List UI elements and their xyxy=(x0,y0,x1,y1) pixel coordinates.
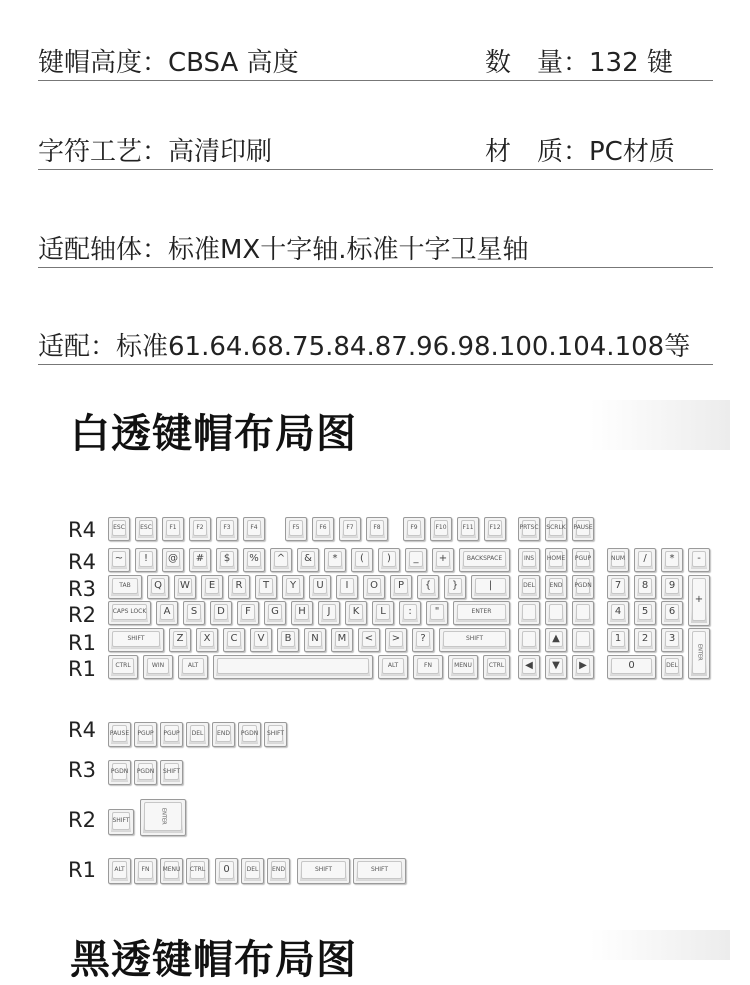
keycap-label: F4 xyxy=(247,520,261,536)
keycap xyxy=(471,575,510,599)
keycap-label: ALT xyxy=(382,658,404,674)
keycap-label: F xyxy=(241,604,255,620)
keycap-label: SHIFT xyxy=(268,725,283,742)
keycap-label: K xyxy=(349,604,363,620)
keycap-label: 4 xyxy=(611,604,625,620)
keycap-label: ) xyxy=(382,551,396,567)
row-label: R4 xyxy=(68,718,96,742)
keycap-label: END xyxy=(216,725,231,742)
keycap xyxy=(336,575,358,599)
keycap-label: F10 xyxy=(434,520,448,536)
row-label: R2 xyxy=(68,603,96,627)
keycap xyxy=(309,575,331,599)
keycap xyxy=(572,628,594,652)
keycap-label: + xyxy=(692,578,706,621)
keycap xyxy=(270,548,292,572)
keycap-label: T xyxy=(259,578,273,594)
keycap xyxy=(345,601,367,625)
keycap-label: R xyxy=(232,578,246,594)
keycap xyxy=(264,601,286,625)
keycap-label: : xyxy=(403,604,417,620)
spec-row-height xyxy=(38,40,713,81)
keycap-label: DEL xyxy=(190,725,205,742)
keycap xyxy=(372,601,394,625)
keycap xyxy=(143,655,173,679)
keycap-label xyxy=(576,631,590,647)
keycap-label: DEL xyxy=(522,578,536,594)
spec-switch-compat: 适配轴体：标准MX十字轴.标准十字卫星轴 xyxy=(38,235,529,265)
row-label: R3 xyxy=(68,758,96,782)
keycap xyxy=(291,601,313,625)
keycap xyxy=(147,575,169,599)
keycap-label: & xyxy=(301,551,315,567)
keycap xyxy=(607,628,629,652)
keycap-label: F9 xyxy=(407,520,421,536)
keycap-label: 7 xyxy=(611,578,625,594)
keycap-label: PGDN xyxy=(576,578,590,594)
keycap xyxy=(607,575,629,599)
keycap xyxy=(688,575,710,626)
keycap xyxy=(108,628,164,652)
keycap-label: 3 xyxy=(665,631,679,647)
keycap-label: | xyxy=(475,578,506,594)
keycap-label: 9 xyxy=(665,578,679,594)
keycap-label: SHIFT xyxy=(443,631,506,647)
keycap xyxy=(162,548,184,572)
spec-material: 材 质：PC材质 xyxy=(485,137,675,167)
keycap xyxy=(250,628,272,652)
keycap-label xyxy=(522,604,536,620)
keycap-label: A xyxy=(160,604,174,620)
keycap xyxy=(318,601,340,625)
keycap-label: V xyxy=(254,631,268,647)
keycap xyxy=(378,655,408,679)
keycap xyxy=(264,722,287,747)
keycap-label: F7 xyxy=(343,520,357,536)
keycap xyxy=(108,858,131,884)
keycap xyxy=(688,628,710,679)
keycap xyxy=(518,601,540,625)
keycap xyxy=(108,809,134,835)
keycap xyxy=(634,575,656,599)
row-label: R2 xyxy=(68,808,96,832)
keycap-label: ◀ xyxy=(522,658,536,674)
keycap-label: ALT xyxy=(112,861,127,879)
keycap xyxy=(169,628,191,652)
keycap-label: F6 xyxy=(316,520,330,536)
keycap xyxy=(661,655,683,679)
keycap-label: F11 xyxy=(461,520,475,536)
keycap-label: F1 xyxy=(166,520,180,536)
keycap xyxy=(363,575,385,599)
keycap-label: + xyxy=(436,551,450,567)
keycap xyxy=(430,517,452,541)
title-shadow-decoration xyxy=(590,400,730,450)
keycap-label: S xyxy=(187,604,201,620)
keycap-label: % xyxy=(247,551,261,567)
keycap-label: PAUSE xyxy=(112,725,127,742)
keycap-label: I xyxy=(340,578,354,594)
keycap-label: MENU xyxy=(452,658,474,674)
keycap xyxy=(661,601,683,625)
keycap-label: G xyxy=(268,604,282,620)
keycap xyxy=(223,628,245,652)
keycap-label: PGUP xyxy=(576,551,590,567)
keycap xyxy=(189,548,211,572)
keycap-label: M xyxy=(335,631,349,647)
keycap-label: # xyxy=(193,551,207,567)
keycap-label: PGDN xyxy=(138,763,153,780)
keycap-label: ! xyxy=(139,551,153,567)
keycap xyxy=(607,548,629,572)
keycap xyxy=(484,517,506,541)
keycap-label: HOME xyxy=(549,551,563,567)
keycap-label: ENTER xyxy=(692,631,706,674)
keycap-label: 0 xyxy=(611,658,652,674)
keycap xyxy=(160,858,183,884)
keycap-label: B xyxy=(281,631,295,647)
keycap xyxy=(196,628,218,652)
keycap-label: ~ xyxy=(112,551,126,567)
keycap xyxy=(297,548,319,572)
keycap-label: _ xyxy=(409,551,423,567)
keycap-label: Z xyxy=(173,631,187,647)
keycap-label: { xyxy=(421,578,435,594)
keycap-label xyxy=(576,604,590,620)
keycap-label: ESC xyxy=(139,520,153,536)
keycap-label: SHIFT xyxy=(301,861,346,879)
keycap-label: FN xyxy=(417,658,439,674)
keycap-label: WIN xyxy=(147,658,169,674)
keycap xyxy=(358,628,380,652)
keycap xyxy=(459,548,510,572)
row-label: R3 xyxy=(68,577,96,601)
keycap-label: F2 xyxy=(193,520,207,536)
keycap-label: 6 xyxy=(665,604,679,620)
keycap xyxy=(212,722,235,747)
keycap-label: 8 xyxy=(638,578,652,594)
black-layout-title: 黑透键帽布局图 xyxy=(70,937,357,983)
keycap-label: W xyxy=(178,578,192,594)
keycap xyxy=(189,517,211,541)
keycap xyxy=(255,575,277,599)
keycap xyxy=(304,628,326,652)
keycap-label: * xyxy=(328,551,342,567)
keycap xyxy=(216,548,238,572)
keycap-label: ENTER xyxy=(457,604,506,620)
keycap-label: / xyxy=(638,551,652,567)
keycap xyxy=(572,548,594,572)
keycap xyxy=(162,517,184,541)
keycap xyxy=(634,548,656,572)
keycap-label: SHIFT xyxy=(164,763,179,780)
keycap xyxy=(277,628,299,652)
keycap xyxy=(413,655,443,679)
keycap xyxy=(243,517,265,541)
keycap xyxy=(178,655,208,679)
keycap xyxy=(378,548,400,572)
keycap-label: Q xyxy=(151,578,165,594)
keycap xyxy=(108,575,142,599)
keycap xyxy=(237,601,259,625)
keycap xyxy=(385,628,407,652)
keycap-label: SCRLK xyxy=(549,520,563,536)
keycap-label: ^ xyxy=(274,551,288,567)
keycap-label: ESC xyxy=(112,520,126,536)
keycap xyxy=(518,655,540,679)
keycap xyxy=(448,655,478,679)
keycap-label: CTRL xyxy=(487,658,506,674)
keycap xyxy=(215,858,238,884)
keycap-label: PGUP xyxy=(138,725,153,742)
keycap xyxy=(108,722,131,747)
keycap xyxy=(661,548,683,572)
keycap xyxy=(282,575,304,599)
keycap xyxy=(518,628,540,652)
keycap xyxy=(331,628,353,652)
keycap xyxy=(213,655,373,679)
keycap-label: Y xyxy=(286,578,300,594)
keycap xyxy=(453,601,510,625)
keycap xyxy=(444,575,466,599)
keycap xyxy=(183,601,205,625)
keycap xyxy=(412,628,434,652)
keycap xyxy=(108,760,131,785)
keycap-label: ? xyxy=(416,631,430,647)
keycap xyxy=(285,517,307,541)
spec-row-layout xyxy=(38,324,713,365)
keycap xyxy=(134,760,157,785)
keycap-label: $ xyxy=(220,551,234,567)
keycap xyxy=(661,575,683,599)
keycap xyxy=(607,655,656,679)
keycap xyxy=(228,575,250,599)
keycap xyxy=(572,601,594,625)
keycap xyxy=(108,548,130,572)
keycap xyxy=(545,517,567,541)
keycap-label: L xyxy=(376,604,390,620)
keycap xyxy=(545,548,567,572)
keycap-label: ▶ xyxy=(576,658,590,674)
keycap xyxy=(661,628,683,652)
keycap-label: F5 xyxy=(289,520,303,536)
keycap xyxy=(186,722,209,747)
keycap-label: PGDN xyxy=(112,763,127,780)
keycap xyxy=(339,517,361,541)
keycap xyxy=(238,722,261,747)
row-label: R1 xyxy=(68,657,96,681)
keycap xyxy=(545,575,567,599)
keycap-label xyxy=(217,658,369,674)
keycap xyxy=(426,601,448,625)
keycap xyxy=(439,628,510,652)
keycap xyxy=(607,601,629,625)
keycap xyxy=(186,858,209,884)
keycap-label: P xyxy=(394,578,408,594)
keycap-label: DEL xyxy=(245,861,260,879)
keycap xyxy=(366,517,388,541)
keycap xyxy=(634,628,656,652)
keycap xyxy=(572,655,594,679)
keycap xyxy=(108,655,138,679)
keycap-label: * xyxy=(665,551,679,567)
keycap-label: ( xyxy=(355,551,369,567)
keycap-label: C xyxy=(227,631,241,647)
keycap xyxy=(134,722,157,747)
keycap-label: SHIFT xyxy=(112,812,130,830)
keycap xyxy=(108,601,151,625)
keycap xyxy=(353,858,406,884)
keycap xyxy=(297,858,350,884)
spec-printing: 字符工艺：高清印刷 xyxy=(38,137,273,167)
keycap xyxy=(518,575,540,599)
spec-layout-compat: 适配：标准61.64.68.75.84.87.96.98.100.104.108等 xyxy=(38,332,691,362)
keycap xyxy=(417,575,439,599)
keycap xyxy=(135,548,157,572)
keycap-label: ALT xyxy=(182,658,204,674)
keycap-label: TAB xyxy=(112,578,138,594)
keycap xyxy=(135,517,157,541)
keycap xyxy=(457,517,479,541)
keycap xyxy=(518,517,540,541)
keycap-label: FN xyxy=(138,861,153,879)
keycap-label: END xyxy=(549,578,563,594)
keycap-label: CTRL xyxy=(112,658,134,674)
spec-keycap-height: 键帽高度：CBSA 高度 xyxy=(38,48,299,78)
keycap xyxy=(390,575,412,599)
row-label: R1 xyxy=(68,858,96,882)
keycap-label: CTRL xyxy=(190,861,205,879)
keycap-label: F3 xyxy=(220,520,234,536)
spec-row-switch xyxy=(38,227,713,268)
row-label: R4 xyxy=(68,518,96,542)
keycap xyxy=(216,517,238,541)
keycap xyxy=(403,517,425,541)
keycap xyxy=(518,548,540,572)
keycap xyxy=(140,799,186,836)
keycap-label xyxy=(522,631,536,647)
keycap xyxy=(210,601,232,625)
keycap xyxy=(572,517,594,541)
keycap-label: PAUSE xyxy=(576,520,590,536)
spec-quantity: 数 量：132 键 xyxy=(485,48,673,78)
keycap xyxy=(324,548,346,572)
keycap xyxy=(545,655,567,679)
keycap-label: PGDN xyxy=(242,725,257,742)
keycap-label: D xyxy=(214,604,228,620)
keycap-label: H xyxy=(295,604,309,620)
keycap xyxy=(108,517,130,541)
keycap xyxy=(399,601,421,625)
keycap-label: 0 xyxy=(219,861,234,879)
keycap-label xyxy=(549,604,563,620)
keycap-label: PGUP xyxy=(164,725,179,742)
keycap-label: SHIFT xyxy=(357,861,402,879)
keycap-label: PRTSC xyxy=(522,520,536,536)
keycap-label: X xyxy=(200,631,214,647)
keycap-label: DEL xyxy=(665,658,679,674)
keycap-label: CAPS LOCK xyxy=(112,604,147,620)
keycap-label: NUM xyxy=(611,551,625,567)
keycap xyxy=(134,858,157,884)
keycap xyxy=(267,858,290,884)
keycap-label: E xyxy=(205,578,219,594)
keycap xyxy=(572,575,594,599)
keycap xyxy=(241,858,264,884)
keycap xyxy=(312,517,334,541)
keycap xyxy=(160,722,183,747)
keycap xyxy=(201,575,223,599)
keycap-label: F12 xyxy=(488,520,502,536)
keycap xyxy=(545,601,567,625)
white-layout-title: 白透键帽布局图 xyxy=(70,411,357,457)
keycap-label: INS xyxy=(522,551,536,567)
keycap-label: O xyxy=(367,578,381,594)
keycap xyxy=(634,601,656,625)
keycap xyxy=(243,548,265,572)
keycap xyxy=(483,655,510,679)
row-label: R4 xyxy=(68,550,96,574)
keycap-label: ▼ xyxy=(549,658,563,674)
keycap xyxy=(351,548,373,572)
keycap xyxy=(405,548,427,572)
keycap-label: N xyxy=(308,631,322,647)
keycap-label: @ xyxy=(166,551,180,567)
keycap xyxy=(688,548,710,572)
title-shadow-decoration xyxy=(590,930,730,960)
keycap-label: ENTER xyxy=(144,802,182,831)
keycap-label: 5 xyxy=(638,604,652,620)
keycap-label: 2 xyxy=(638,631,652,647)
keycap-label: } xyxy=(448,578,462,594)
keycap-label: SHIFT xyxy=(112,631,160,647)
keycap-label: J xyxy=(322,604,336,620)
spec-row-printing xyxy=(38,129,713,170)
keycap xyxy=(160,760,183,785)
keycap xyxy=(156,601,178,625)
keycap-label: 1 xyxy=(611,631,625,647)
keycap-label: < xyxy=(362,631,376,647)
keycap xyxy=(174,575,196,599)
keycap-label: BACKSPACE xyxy=(463,551,506,567)
keycap-label: ▲ xyxy=(549,631,563,647)
keycap xyxy=(545,628,567,652)
keycap-label: F8 xyxy=(370,520,384,536)
row-label: R1 xyxy=(68,631,96,655)
keycap-label: " xyxy=(430,604,444,620)
keycap-label: U xyxy=(313,578,327,594)
keycap-label: END xyxy=(271,861,286,879)
keycap-label: - xyxy=(692,551,706,567)
keycap-label: MENU xyxy=(164,861,179,879)
keycap-label: > xyxy=(389,631,403,647)
keycap xyxy=(432,548,454,572)
